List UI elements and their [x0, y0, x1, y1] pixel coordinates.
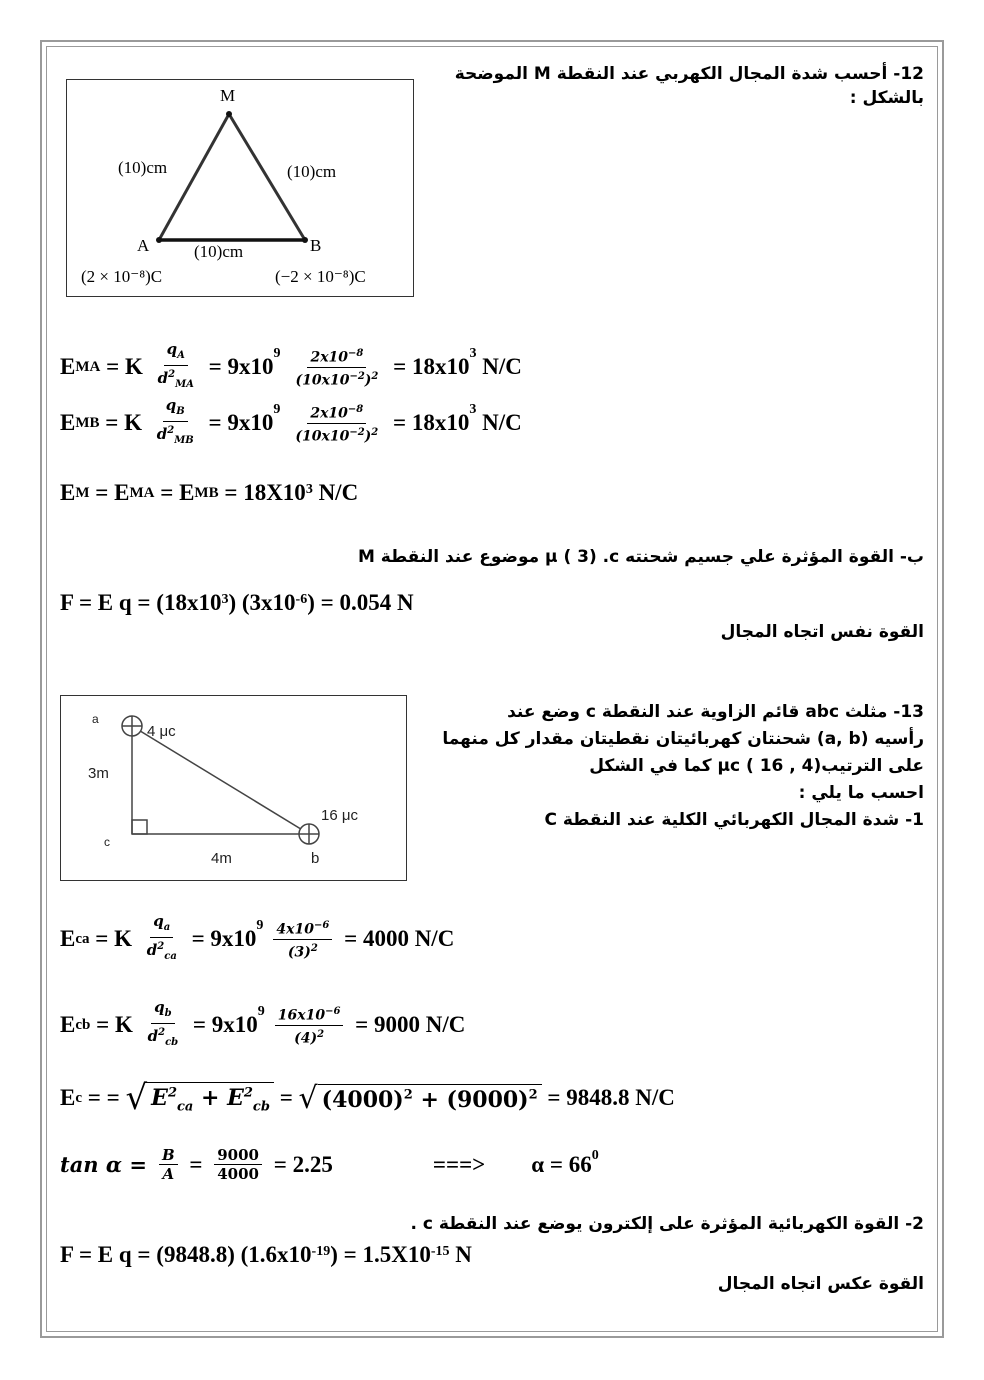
q12-label-b: B	[310, 236, 322, 255]
q12-part-b: ب- القوة المؤثرة علي جسيم شحنته μ ( 3) .c موضوع عند النقطة M	[357, 547, 924, 567]
q12-point-b-dot	[302, 237, 308, 243]
q12-label-side-base: (10)cm	[194, 242, 244, 261]
q13-eq-tan-valfrac: $\frac{9000}{4000}$	[214, 1146, 262, 1183]
q13-figure	[60, 695, 407, 881]
q13-part2: 2- القوة الكهربائية المؤثرة على إلكترون يوضع عند النقطة c .	[410, 1214, 924, 1234]
q12-point-m-dot	[226, 111, 232, 117]
q13-label-a: a	[92, 712, 99, 726]
q13-label-c: c	[104, 835, 110, 849]
q13-line1: 13- مثلث abc قائم الزاوية عند النقطة c وضع عند	[507, 702, 924, 722]
q13-eq-eca-kfrac: $\frac{q_a}{d^2_{ca}}$	[146, 912, 177, 962]
q13-charge-b: 16 μc	[321, 807, 358, 824]
q13-line5: 1- شدة المجال الكهربائي الكلية عند النقطة C	[544, 810, 924, 830]
q13-eq-ec-sqrt1: √ $E^2_{ca} + E^2_{cb}$	[125, 1078, 273, 1118]
q13-text	[404, 700, 924, 835]
q12-side-am	[159, 114, 229, 240]
q12-triangle-diagram	[67, 80, 413, 296]
q12-label-side-right: (10)cm	[287, 162, 337, 181]
q13-right-angle-mark	[132, 820, 147, 834]
q12-force-eq: F = E q = (18x10 3 ) (3x10 -6 ) = 0.054 N	[60, 590, 414, 615]
q12-title-line2: بالشكل :	[849, 88, 924, 108]
q13-line4: احسب ما يلي :	[798, 783, 924, 803]
q12-eq-ema-valfrac: $\frac{2x10^{-8}}{(10x10^{-2})^2}$	[293, 345, 382, 389]
q12-eq-emb: E MB = K $\frac{q_B}{d^2_{MB}}$ = 9x10 $^9$ $\frac{2x10^{-8}}{(10x10^{-2})^2}$ = 18x10 $^3$ N/C	[60, 396, 522, 450]
q13-eq-ecb: E cb = K $\frac{q_b}{d^2_{cb}}$ = 9x10 $^9$ $\frac{16x10^{-6}}{(4)^2}$ = 9000 N/C	[60, 998, 465, 1052]
q13-eq-ec: E c = = √ $E^2_{ca} + E^2_{cb}$ = √ $(4000)^2 + (9000)^2$ = 9848.8 N/C	[60, 1078, 675, 1118]
q12-eq-emb-valfrac: $\frac{2x10^{-8}}{(10x10^{-2})^2}$	[292, 401, 381, 445]
q13-label-side-ac: 3m	[88, 765, 109, 782]
q12-label-m: M	[220, 86, 236, 105]
q13-eq-tan: tan α = $\frac{B}{A}$ = $\frac{9000}{4000}$ = 2.25 ===> α = 66 $^0$	[60, 1146, 599, 1183]
q13-eq-eca-valfrac: $\frac{4x10^{-6}}{(3)^2}$	[273, 917, 332, 961]
q12-label-a: A	[137, 236, 150, 255]
q13-triangle-diagram	[61, 696, 406, 880]
q13-label-b: b	[311, 850, 320, 867]
q12-eq-emb-kfrac: $\frac{q_B}{d^2_{MB}}$	[156, 396, 194, 446]
q12-title	[424, 62, 924, 110]
q13-side-ab	[132, 726, 309, 834]
q12-charge-a: (2 × 10⁻⁸)C	[81, 267, 163, 286]
q13-note: القوة عكس اتجاه المجال	[717, 1274, 924, 1294]
q12-charge-b: (−2 × 10⁻⁸)C	[275, 267, 366, 286]
q13-line2: رأسيه (a, b) شحنتان كهربائيتان نقطيتان مقدار كل منهما	[442, 729, 924, 749]
q12-title-line1: 12- أحسب شدة المجال الكهربي عند النقطة M الموضحة	[454, 64, 924, 84]
q13-label-side-cb: 4m	[211, 850, 232, 867]
q13-force-eq: F = E q = (9848.8) (1.6x10 -19 ) = 1.5X10 -15 N	[60, 1242, 472, 1267]
q12-eq-em: E M = E MA = E MB = 18X10 3 N/C	[60, 480, 359, 505]
q12-note: القوة نفس اتجاه المجال	[720, 622, 924, 642]
q13-charge-a: 4 μc	[147, 723, 176, 740]
q13-eq-eca: E ca = K $\frac{q_a}{d^2_{ca}}$ = 9x10 $^9$ $\frac{4x10^{-6}}{(3)^2}$ = 4000 N/C	[60, 912, 454, 966]
q12-figure	[66, 79, 414, 297]
q12-eq-ema-kfrac: $\frac{q_A}{d^2_{MA}}$	[157, 340, 194, 390]
q12-label-side-left: (10)cm	[118, 158, 168, 177]
q13-eq-tan-symfrac: $\frac{B}{A}$	[159, 1146, 178, 1183]
q13-eq-ec-sqrt2: √ $(4000)^2 + (9000)^2$	[299, 1081, 542, 1116]
q13-eq-ecb-valfrac: $\frac{16x10^{-6}}{(4)^2}$	[275, 1003, 344, 1047]
q12-eq-ema: E MA = K $\frac{q_A}{d^2_{MA}}$ = 9x10 $^9$ $\frac{2x10^{-8}}{(10x10^{-2})^2}$ = 18x10 $^3$ N/C	[60, 340, 522, 394]
q13-charge-a-symbol	[122, 716, 142, 736]
q13-line3: على الترتيبμc ( 16 , 4) كما في الشكل	[589, 756, 924, 776]
q12-point-a-dot	[156, 237, 162, 243]
q13-charge-b-symbol	[299, 824, 319, 844]
q13-eq-ecb-kfrac: $\frac{q_b}{d^2_{cb}}$	[147, 998, 179, 1048]
